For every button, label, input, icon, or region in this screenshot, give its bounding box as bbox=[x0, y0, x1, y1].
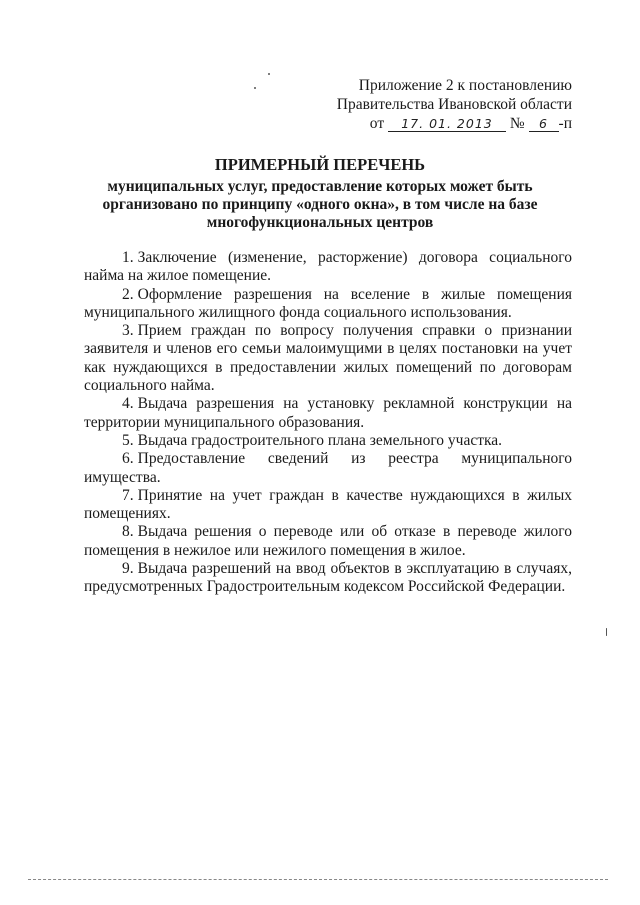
from-label: от bbox=[369, 115, 385, 132]
list-item: 1. Заключение (изменение, расторжение) договора социального найма на жилое помещение. bbox=[84, 249, 572, 285]
list-item: 8. Выдача решения о переводе или об отказе в переводе жилого помещения в нежилое или нежилого помещения в жилое. bbox=[84, 523, 572, 559]
list-item: 4. Выдача разрешения на установку рекламной конструкции на территории муниципального образования. bbox=[84, 395, 572, 431]
header-line-2: Правительства Ивановской области bbox=[336, 96, 572, 113]
scan-speck bbox=[606, 628, 607, 636]
list-item: 2. Оформление разрешения на вселение в жилые помещения муниципального жилищного фонда социального использования. bbox=[84, 285, 572, 321]
title-line-2: организовано по принципу «одного окна», в том числе на базе bbox=[102, 196, 538, 213]
list-item: 5. Выдача градостроительного плана земельного участка. bbox=[122, 431, 503, 449]
list-item: 7. Принятие на учет граждан в качестве нуждающихся в жилых помещениях. bbox=[84, 486, 572, 523]
services-list bbox=[84, 249, 572, 597]
list-item: 9. Выдача разрешений на ввод объектов в эксплуатацию в случаях, предусмотренных Градостроительным кодексом Российской Федерации. bbox=[84, 560, 572, 596]
scan-speck bbox=[268, 73, 270, 75]
header-date-line bbox=[312, 114, 572, 133]
title-line-1: муниципальных услуг, предоставление которых может быть bbox=[107, 178, 533, 195]
date-field bbox=[388, 116, 506, 132]
list-item: 6. Предоставление сведений из реестра муниципального имущества. bbox=[84, 450, 572, 486]
number-field bbox=[529, 116, 559, 132]
number-label: № bbox=[509, 115, 525, 132]
scan-artifact-line bbox=[28, 879, 608, 882]
document-title bbox=[60, 156, 580, 232]
number-suffix: -п bbox=[558, 115, 572, 132]
list-item: 3. Прием граждан по вопросу получения справки о признании заявителя и членов его семьи малоимущими в целях постановки на учет как нуждающихся в предоставлении жилых помещений по договорам социального найма. bbox=[84, 322, 572, 395]
handwritten-number: 6 bbox=[539, 116, 548, 131]
scan-speck bbox=[254, 87, 256, 89]
title-line-3: многофункциональных центров bbox=[206, 214, 434, 231]
handwritten-date: 17. 01. 2013 bbox=[401, 116, 493, 131]
title-main: ПРИМЕРНЫЙ ПЕРЕЧЕНЬ bbox=[214, 155, 426, 174]
header-line-1: Приложение 2 к постановлению bbox=[358, 77, 572, 94]
attachment-header bbox=[312, 76, 572, 133]
